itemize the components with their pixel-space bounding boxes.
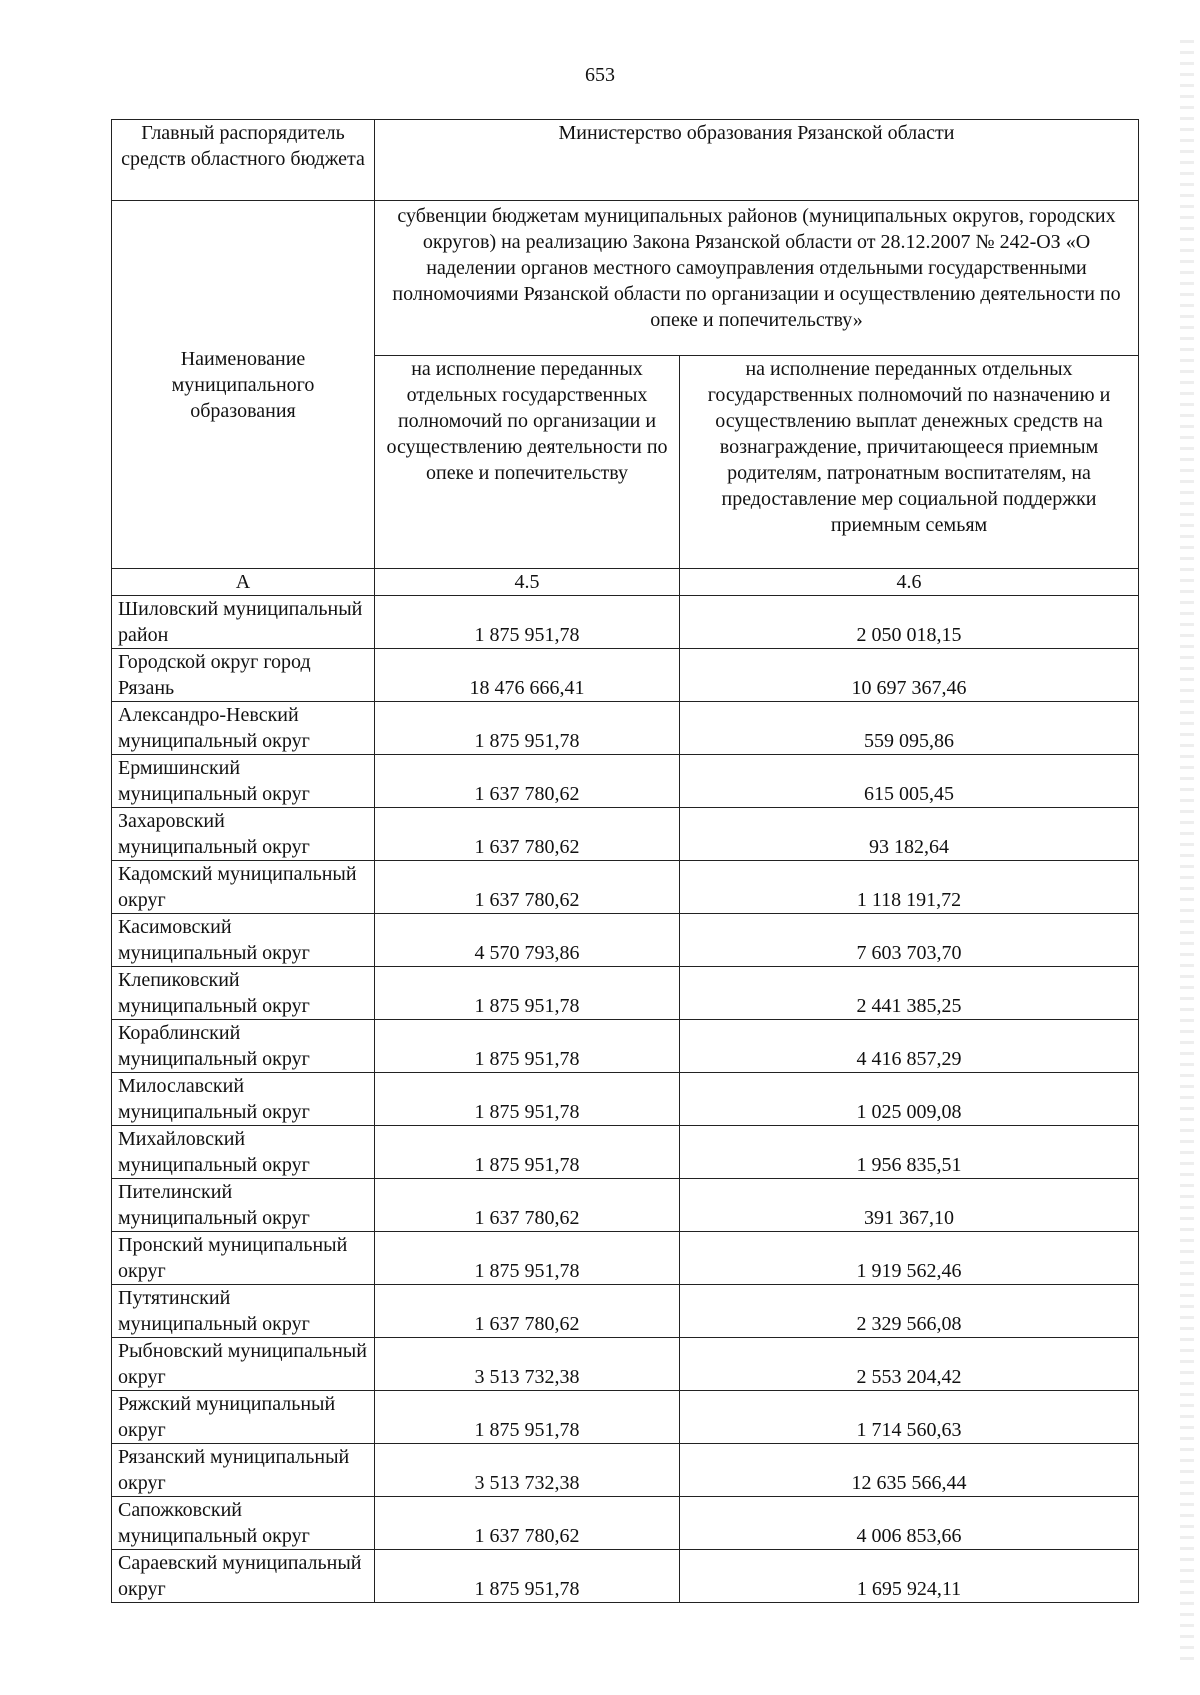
amount-value: 10 697 367,46 [851, 677, 967, 699]
table-row [112, 1391, 1139, 1444]
code-a: А [112, 569, 375, 596]
amount-col-4-5 [375, 596, 680, 649]
amount-value: 1 637 780,62 [474, 1207, 580, 1229]
header-row-distributor [112, 120, 1139, 201]
municipality-name: Клепиковский муниципальный округ [112, 967, 375, 1020]
amount-col-4-6 [680, 967, 1139, 1020]
municipality-name: Рязанский муниципальный округ [112, 1444, 375, 1497]
amount-col-4-6 [680, 596, 1139, 649]
col1-label: на исполнение переданных отдельных государственных полномочий по организации и осуществлению деятельности по опеке и попечительству [375, 356, 680, 569]
municipality-name: Шиловский муниципальный район [112, 596, 375, 649]
column-codes-row [112, 569, 1139, 596]
amount-col-4-6 [680, 702, 1139, 755]
code-2: 4.6 [680, 569, 1139, 596]
amount-value: 2 329 566,08 [856, 1313, 962, 1335]
amount-col-4-5 [375, 967, 680, 1020]
page-number: 653 [585, 64, 615, 86]
amount-value: 1 875 951,78 [474, 1101, 580, 1123]
amount-value: 1 637 780,62 [474, 889, 580, 911]
amount-col-4-6 [680, 1179, 1139, 1232]
amount-value: 391 367,10 [864, 1207, 954, 1229]
municipality-name: Рыбновский муниципальный округ [112, 1338, 375, 1391]
distributor-value: Министерство образования Рязанской области [375, 120, 1139, 201]
amount-col-4-5 [375, 1285, 680, 1338]
amount-value: 1 875 951,78 [474, 1260, 580, 1282]
amount-col-4-6 [680, 1073, 1139, 1126]
table-row [112, 1179, 1139, 1232]
amount-col-4-5 [375, 1550, 680, 1603]
amount-value: 1 875 951,78 [474, 1578, 580, 1600]
amount-value: 2 553 204,42 [856, 1366, 962, 1388]
table-row [112, 702, 1139, 755]
amount-col-4-5 [375, 1126, 680, 1179]
municipality-name: Кораблинский муниципальный округ [112, 1020, 375, 1073]
amount-col-4-5 [375, 1497, 680, 1550]
amount-col-4-6 [680, 755, 1139, 808]
municipality-name: Милославский муниципальный округ [112, 1073, 375, 1126]
code-1: 4.5 [375, 569, 680, 596]
amount-value: 1 025 009,08 [856, 1101, 962, 1123]
amount-col-4-5 [375, 1020, 680, 1073]
municipality-name: Кадомский муниципальный округ [112, 861, 375, 914]
amount-value: 1 875 951,78 [474, 730, 580, 752]
col2-label: на исполнение переданных отдельных государственных полномочий по назначению и осуществлению выплат денежных средств на вознаграждение, причитающееся приемным родителям, патронатным воспитателям, на предоставление мер социальной поддержки приемным семьям [680, 356, 1139, 569]
table-row [112, 1285, 1139, 1338]
amount-value: 4 006 853,66 [856, 1525, 962, 1547]
municipality-name: Путятинский муниципальный округ [112, 1285, 375, 1338]
amount-col-4-5 [375, 1232, 680, 1285]
amount-value: 1 956 835,51 [856, 1154, 962, 1176]
distributor-label: Главный распорядитель средств областного бюджета [112, 120, 375, 201]
amount-col-4-5 [375, 755, 680, 808]
amount-col-4-5 [375, 702, 680, 755]
amount-value: 1 714 560,63 [856, 1419, 962, 1441]
amount-col-4-6 [680, 1020, 1139, 1073]
amount-col-4-5 [375, 861, 680, 914]
amount-value: 7 603 703,70 [856, 942, 962, 964]
subvention-table [111, 119, 1139, 1603]
amount-value: 4 416 857,29 [856, 1048, 962, 1070]
amount-value: 2 050 018,15 [856, 624, 962, 646]
table-row [112, 914, 1139, 967]
municipality-name: Городской округ город Рязань [112, 649, 375, 702]
amount-value: 1 637 780,62 [474, 836, 580, 858]
header-row-subvention [112, 201, 1139, 356]
amount-col-4-5 [375, 914, 680, 967]
amount-value: 93 182,64 [869, 836, 949, 858]
amount-col-4-6 [680, 1285, 1139, 1338]
amount-value: 18 476 666,41 [469, 677, 585, 699]
amount-value: 1 637 780,62 [474, 1313, 580, 1335]
table-row [112, 596, 1139, 649]
table-row [112, 1550, 1139, 1603]
table-row [112, 967, 1139, 1020]
table-row [112, 1020, 1139, 1073]
table-row [112, 1073, 1139, 1126]
amount-value: 1 875 951,78 [474, 624, 580, 646]
amount-value: 4 570 793,86 [474, 942, 580, 964]
amount-col-4-5 [375, 1179, 680, 1232]
amount-col-4-6 [680, 1126, 1139, 1179]
amount-value: 1 875 951,78 [474, 1154, 580, 1176]
municipality-name: Сапожковский муниципальный округ [112, 1497, 375, 1550]
amount-col-4-6 [680, 914, 1139, 967]
subvention-title: субвенции бюджетам муниципальных районов (муниципальных округов, городских округов) на реализацию Закона Рязанской области от 28.12.2007 № 242-ОЗ «О наделении органов местного самоуправления отдельными государственными полномочиями Рязанской области по организации и осуществлению деятельности по опеке и попечительству» [375, 201, 1139, 356]
municipality-name: Ряжский муниципальный округ [112, 1391, 375, 1444]
amount-value: 3 513 732,38 [474, 1366, 580, 1388]
amount-col-4-6 [680, 861, 1139, 914]
municipality-name: Александро-Невский муниципальный округ [112, 702, 375, 755]
table-row [112, 1444, 1139, 1497]
municipality-name: Михайловский муниципальный округ [112, 1126, 375, 1179]
amount-col-4-5 [375, 1391, 680, 1444]
amount-col-4-6 [680, 1338, 1139, 1391]
amount-col-4-6 [680, 1232, 1139, 1285]
amount-value: 12 635 566,44 [851, 1472, 967, 1494]
amount-col-4-6 [680, 1444, 1139, 1497]
amount-value: 1 695 924,11 [856, 1578, 962, 1600]
amount-col-4-6 [680, 1391, 1139, 1444]
amount-col-4-5 [375, 1073, 680, 1126]
amount-col-4-6 [680, 1497, 1139, 1550]
amount-value: 615 005,45 [864, 783, 954, 805]
table-row [112, 808, 1139, 861]
amount-col-4-5 [375, 1444, 680, 1497]
municipality-name: Пронский муниципальный округ [112, 1232, 375, 1285]
municipality-name: Сараевский муниципальный округ [112, 1550, 375, 1603]
amount-value: 1 637 780,62 [474, 783, 580, 805]
amount-value: 559 095,86 [864, 730, 954, 752]
amount-value: 1 919 562,46 [856, 1260, 962, 1282]
table-row [112, 755, 1139, 808]
amount-value: 1 875 951,78 [474, 1419, 580, 1441]
table-row [112, 1232, 1139, 1285]
amount-value: 3 513 732,38 [474, 1472, 580, 1494]
municipality-name: Захаровский муниципальный округ [112, 808, 375, 861]
municipality-name: Пителинский муниципальный округ [112, 1179, 375, 1232]
amount-col-4-6 [680, 649, 1139, 702]
amount-col-4-5 [375, 1338, 680, 1391]
amount-value: 1 637 780,62 [474, 1525, 580, 1547]
table-row [112, 1497, 1139, 1550]
amount-col-4-5 [375, 649, 680, 702]
table-row [112, 861, 1139, 914]
amount-value: 1 118 191,72 [856, 889, 962, 911]
municipality-name: Ермишинский муниципальный округ [112, 755, 375, 808]
amount-col-4-5 [375, 808, 680, 861]
mo-label: Наименование муниципального образования [112, 201, 375, 569]
amount-value: 1 875 951,78 [474, 995, 580, 1017]
amount-col-4-6 [680, 808, 1139, 861]
municipality-name: Касимовский муниципальный округ [112, 914, 375, 967]
table-row [112, 649, 1139, 702]
table-row [112, 1126, 1139, 1179]
amount-value: 2 441 385,25 [856, 995, 962, 1017]
scan-edge-marks [1180, 40, 1194, 1660]
amount-col-4-6 [680, 1550, 1139, 1603]
amount-value: 1 875 951,78 [474, 1048, 580, 1070]
table-row [112, 1338, 1139, 1391]
